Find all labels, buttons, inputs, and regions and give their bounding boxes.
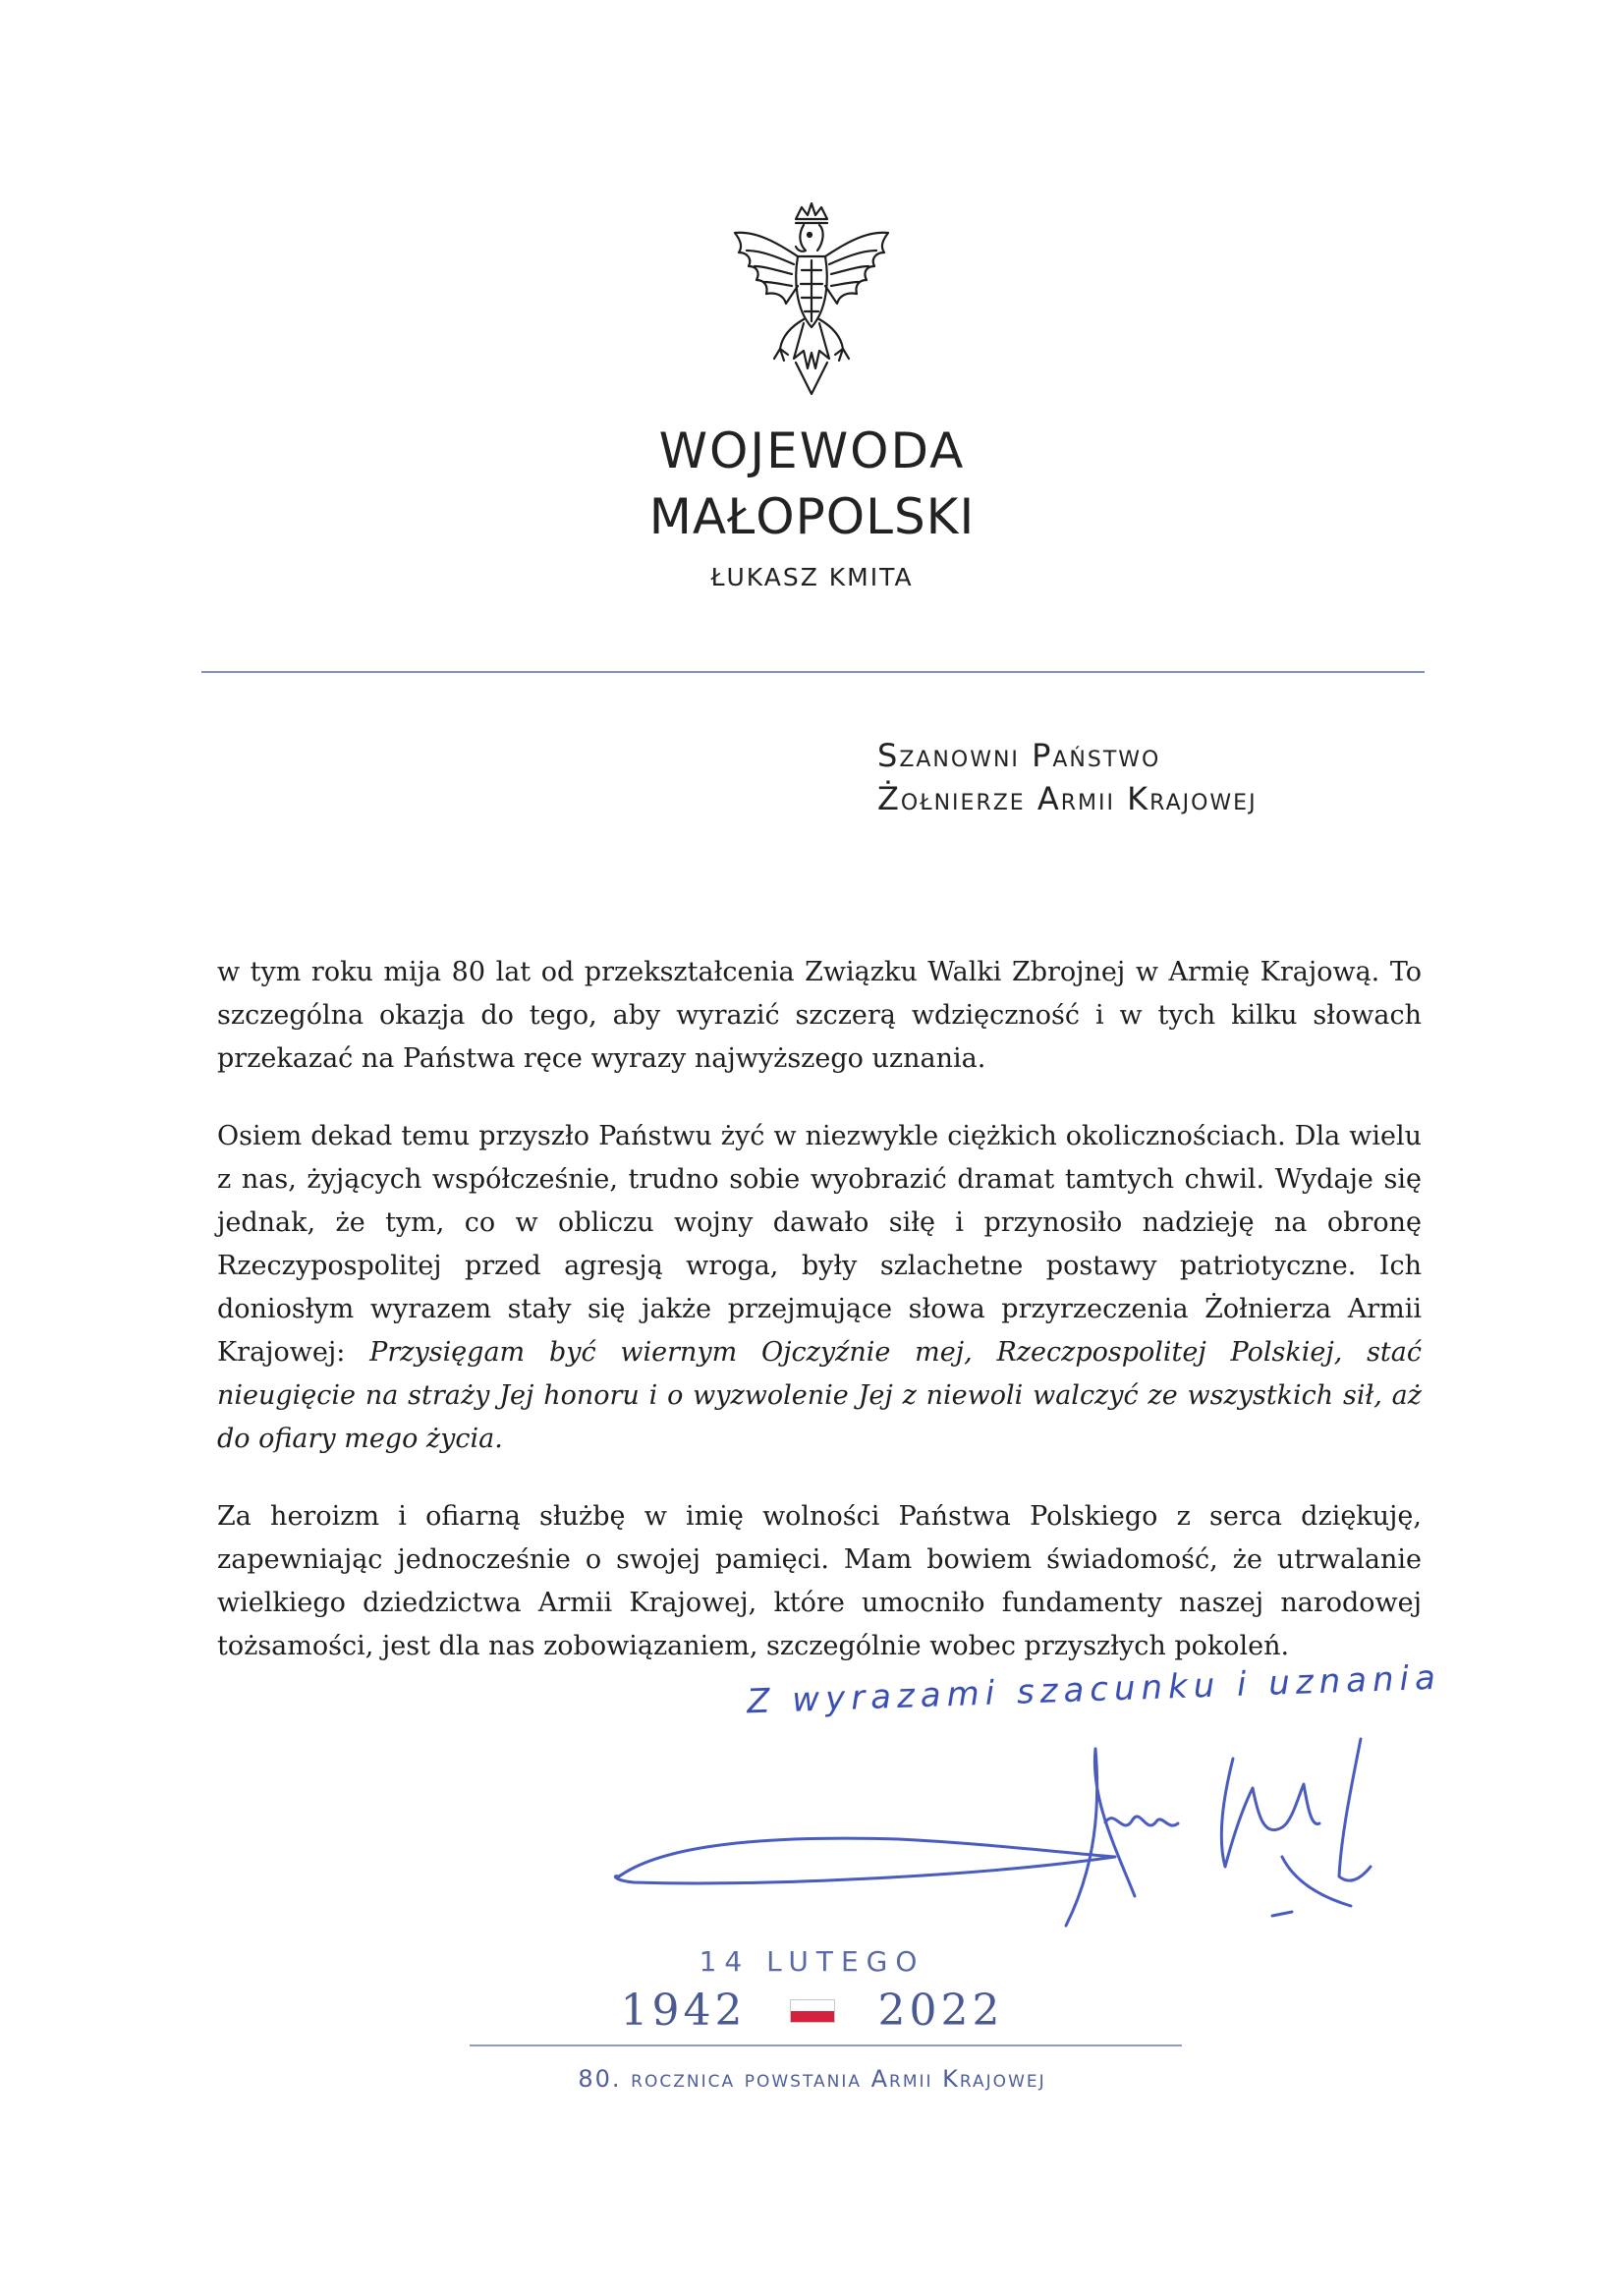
footer-years	[0, 1983, 1624, 2036]
paragraph-1: w tym roku mija 80 lat od przekształcenia Związku Walki Zbrojnej w Armię Krajową. To szczególna okazja do tego, aby wyrazić szczerą wdzięczność i w tych kilku słowach przekazać na Państwa ręce wyrazy najwyższego uznania.	[217, 957, 1422, 1074]
addressee-block	[877, 734, 1258, 820]
paragraph-3: Za heroizm i ofiarną służbę w imię wolności Państwa Polskiego z serca dziękuję, zapewniając jednocześnie o swojej pamięci. Mam bowiem świadomość, że utrwalanie wielkiego dziedzictwa Armii Krajowej, które umocniło fundamenty naszej narodowej tożsamości, jest dla nas zobowiązaniem, szczególnie wobec przyszłych pokoleń.	[217, 1501, 1422, 1661]
office-title-line2: MAŁOPOLSKI	[648, 488, 976, 545]
paragraph-2-text: Osiem dekad temu przyszło Państwu żyć w niezwykle ciężkich okolicznościach. Dla wielu z nas, żyjących współcześnie, trudno sobie wyobrazić dramat tamtych chwil. Wydaje się jednak, że tym, co w obliczu wojny dawało siłę i przynosiło nadzieję na obronę Rzeczypospolitej przed agresją wroga, były szlachetne postawy patriotyczne. Ich doniosłym wyrazem stały się jakże przejmujące słowa przyrzeczenia Żołnierza Armii Krajowej:	[217, 1121, 1422, 1368]
letter-body	[217, 951, 1422, 1703]
handwritten-closing: Z wyrazami szacunku i uznania	[746, 1657, 1442, 1722]
official-name: ŁUKASZ KMITA	[710, 563, 914, 591]
office-title-line1: WOJEWODA	[658, 422, 966, 479]
footer-date: 14 LUTEGO	[699, 1945, 925, 1978]
year-end: 2022	[877, 1986, 1004, 2036]
addressee-line2: Żołnierze Armii Krajowej	[877, 780, 1258, 817]
polish-eagle-emblem-icon	[725, 201, 898, 398]
year-start: 1942	[620, 1986, 747, 2036]
oath-quote: Przysięgam być wiernym Ojczyźnie mej, Rzeczpospolitej Polskiej, stać nieugięcie na straży Jej honoru i o wyzwolenie Jej z niewoli walczyć ze wszystkich sił, aż do ofiary mego życia.	[217, 1337, 1422, 1454]
polish-flag-icon	[790, 1999, 835, 2023]
footer-divider	[470, 2044, 1182, 2046]
signature-icon	[604, 1729, 1390, 1955]
addressee-line1: Szanowni Państwo	[877, 737, 1161, 774]
header-divider	[201, 671, 1425, 673]
paragraph-2	[217, 1115, 1422, 1461]
anniversary-caption: 80. rocznica powstania Armii Krajowej	[578, 2065, 1046, 2093]
